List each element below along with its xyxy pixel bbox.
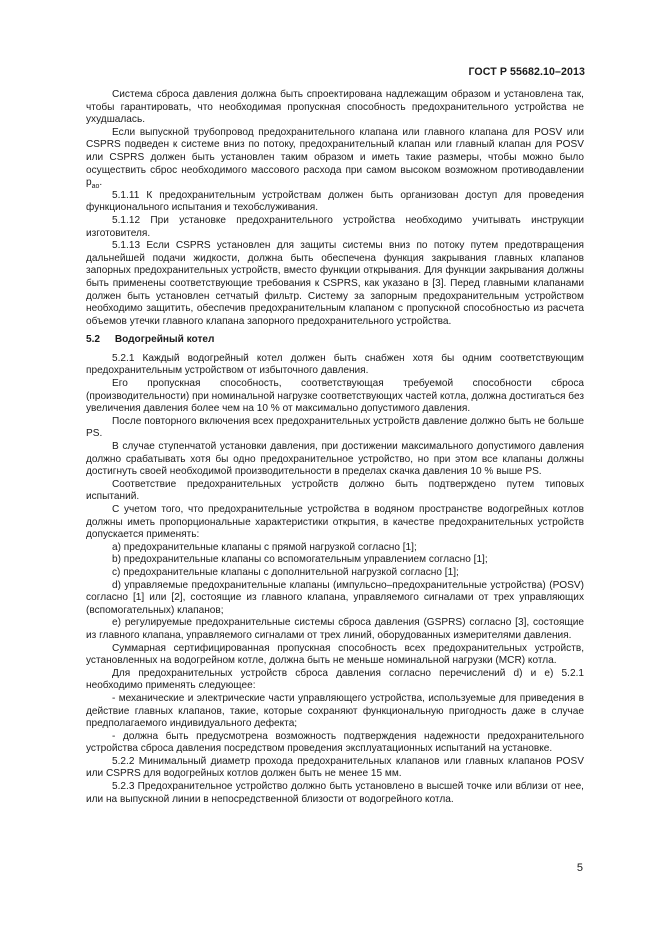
list-item-c: c) предохранительные клапаны с дополнительной нагрузкой согласно [1];	[112, 566, 459, 578]
paragraph: Его пропускная способность, соответствующая требуемой способности сброса (производительности) при номинальной нагрузке соответствующих частей котла, должна достигаться без увеличения давления более чем на 10 % от максимально допустимого давления.	[86, 378, 584, 415]
section-heading	[86, 334, 584, 347]
paragraph: Для предохранительных устройств сброса давления согласно перечислений d) и e) 5.2.1 необходимо применять следующее:	[86, 667, 584, 692]
clause-5-1-11: 5.1.11 К предохранительным устройствам должен быть организован доступ для проведения функционального испытания и техобслуживания.	[86, 189, 584, 214]
paragraph: Суммарная сертифицированная пропускная способность всех предохранительных устройств, установленных на водогрейном котле, должна быть не меньше номинальной нагрузки (MCR) котла.	[86, 642, 584, 667]
document-body	[86, 89, 584, 806]
paragraph: Соответствие предохранительных устройств должно быть подтверждено путем типовых испытаний.	[86, 478, 584, 503]
document-code-header: ГОСТ Р 55682.10–2013	[468, 66, 585, 78]
section-number: 5.2	[86, 334, 101, 346]
list-item-d: d) управляемые предохранительные клапаны (импульсно–предохранительные устройства) (POSV) согласно [1] или [2], состоящие из главного клапана, управляемого сигналами от трех управляющих (вспомогательных) клапанов;	[86, 579, 584, 616]
dash-item: - должна быть предусмотрена возможность подтверждения надежности предохранительного устройства сброса давления посредством проведения эксплуатационных испытаний на установке.	[86, 730, 584, 755]
paragraph: Система сброса давления должна быть спроектирована надлежащим образом и установлена так, чтобы гарантировать, что необходимая пропускная способность предохранительного устройства не ухудшалась.	[86, 89, 584, 126]
list-item-b: b) предохранительные клапаны со вспомогательным управлением согласно [1];	[112, 554, 488, 566]
page-number: 5	[576, 862, 583, 874]
paragraph: После повторного включения всех предохранительных устройств давление должно быть не больше PS.	[86, 415, 584, 440]
paragraph: В случае ступенчатой установки давления, при достижении максимального допустимого давления должно срабатывать хотя бы одно предохранительное устройство, но при этом все клапаны должны достигнуть своей необходимой производительности в пределах скачка давления 10 % выше PS.	[86, 441, 584, 478]
subscript: ao	[91, 183, 100, 191]
section-title: Водогрейный котел	[114, 334, 215, 346]
clause-5-1-13: 5.1.13 Если CSPRS установлен для защиты системы вниз по потоку путем предотвращения дальнейшей подачи жидкости, должна быть обеспечена функция закрывания главных клапанов запорных предохранительных устройств, вместо функции открывания. Для функции закрывания должны быть применены соответствующие требования к CSPRS, как указано в [3]. Перед главными клапанами должен быть установлен сетчатый фильтр. Систему за запорным предохранительным устройством необходимо защитить, обеспечив предохранительным клапаном с пропускной способностью из расчета объемов утечки главного клапана запорного предохранительного устройства.	[86, 240, 584, 327]
paragraph-backpressure: Если выпускной трубопровод предохранительного клапана или главного клапана для POSV или CSPRS подведен к системе вниз по потоку, предохранительный клапан или главный клапан для POSV или CSPRS должен быть установлен таким образом и иметь такие размеры, чтобы можно было осуществить сброс необходимого массового расхода при самом высоком возможном противодавлении $p_{ao}$.	[86, 126, 584, 191]
list-item-e: e) регулируемые предохранительные системы сброса давления (GSPRS) согласно [3], состоящие из главного клапана, управляемого сигналами от трех линий, оборудованных измерителями давления.	[86, 617, 584, 641]
paragraph: С учетом того, что предохранительные устройства в водяном пространстве водогрейных котлов должны иметь пропорциональные характеристики открытия, в качестве предохранительных устройств допускается применять:	[86, 504, 584, 541]
clause-5-2-3: 5.2.3 Предохранительное устройство должно быть установлено в высшей точке или вблизи от нее, или на выпускной линии в непосредственной близости от водогрейного котла.	[86, 781, 584, 805]
clause-5-2-2: 5.2.2 Минимальный диаметр прохода предохранительных клапанов или главных клапанов POSV или CSPRS для водогрейных котлов должен быть не менее 15 мм.	[86, 755, 584, 780]
paragraph-text: Если выпускной трубопровод предохранительного клапана или главного клапана для POSV или CSPRS подведен к системе вниз по потоку, предохранительный клапан или главный клапан для POSV или CSPRS должен быть установлен таким образом и иметь такие размеры, чтобы можно было осуществить сброс необходимого массового расхода при самом высоком возможном противодавлении p	[86, 126, 584, 189]
list-item-a: a) предохранительные клапаны с прямой нагрузкой согласно [1];	[112, 541, 417, 553]
dash-item: - механические и электрические части управляющего устройства, используемые для приведения в действие главных клапанов, такие, которые сохраняют функциональную пригодность даже в случае предполагаемого индивидуального дефекта;	[86, 692, 584, 730]
clause-5-2-1: 5.2.1 Каждый водогрейный котел должен быть снабжен хотя бы одним соответствующим предохранительным устройством от избыточного давления.	[86, 352, 584, 377]
clause-5-1-12: 5.1.12 При установке предохранительного устройства необходимо учитывать инструкции изготовителя.	[86, 214, 584, 239]
